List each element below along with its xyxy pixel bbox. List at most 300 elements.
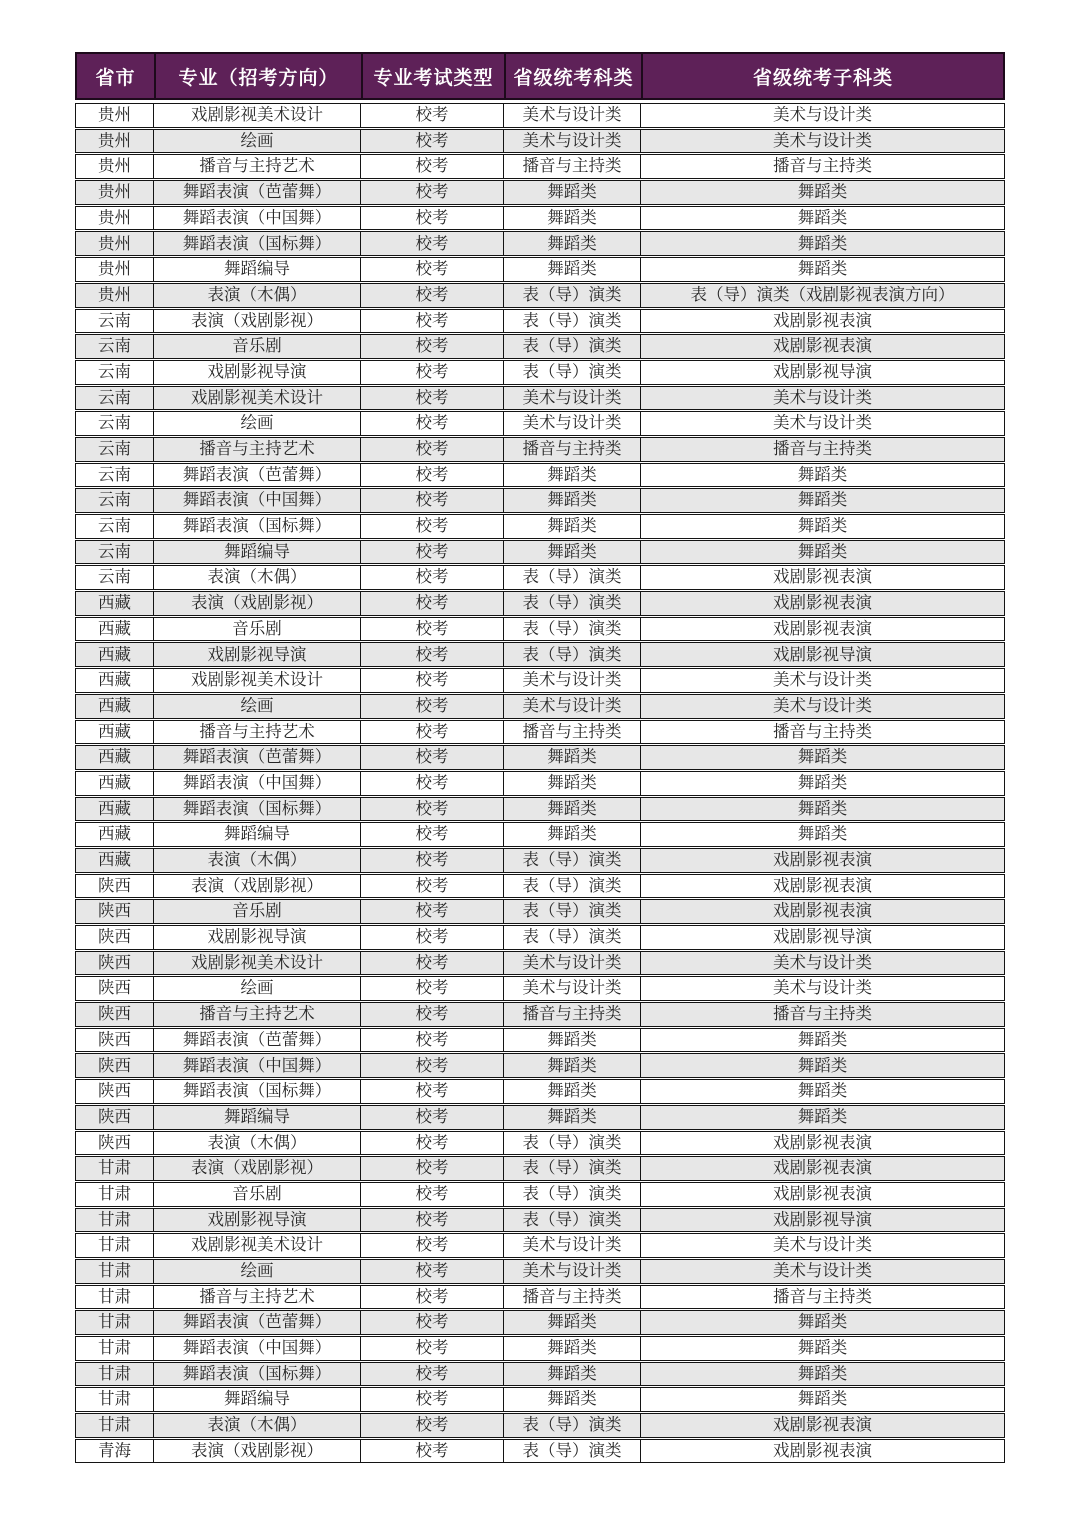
cell-exam-type: 校考 bbox=[360, 566, 503, 589]
cell-provincial-subcategory: 播音与主持类 bbox=[640, 155, 1004, 178]
cell-provincial-category: 表（导）演类 bbox=[503, 849, 640, 872]
cell-provincial-category: 舞蹈类 bbox=[503, 1029, 640, 1052]
cell-province: 甘肃 bbox=[98, 1286, 131, 1306]
cell-provincial-subcategory: 舞蹈类 bbox=[640, 1337, 1004, 1360]
cell-exam-type: 校考 bbox=[360, 1157, 503, 1180]
cell-major: 舞蹈表演（中国舞） bbox=[153, 1054, 360, 1077]
cell-exam-type: 校考 bbox=[360, 1260, 503, 1283]
cell-major: 表演（戏剧影视） bbox=[153, 592, 360, 615]
cell-exam-type: 校考 bbox=[360, 1029, 503, 1052]
cell-provincial-subcategory: 舞蹈类 bbox=[640, 1388, 1004, 1411]
cell-provincial-category: 表（导）演类 bbox=[503, 926, 640, 949]
cell-exam-type: 校考 bbox=[360, 1209, 503, 1232]
exam-category-table bbox=[75, 52, 1005, 1464]
cell-provincial-category: 表（导）演类 bbox=[503, 335, 640, 358]
cell-exam-type: 校考 bbox=[360, 1003, 503, 1026]
cell-exam-type: 校考 bbox=[360, 155, 503, 178]
table-row bbox=[75, 951, 1005, 976]
cell-provincial-category: 舞蹈类 bbox=[503, 1337, 640, 1360]
cell-major: 舞蹈表演（国标舞） bbox=[153, 798, 360, 821]
table-row bbox=[75, 206, 1005, 231]
cell-major: 戏剧影视美术设计 bbox=[153, 952, 360, 975]
cell-exam-type: 校考 bbox=[360, 618, 503, 641]
cell-major: 舞蹈表演（中国舞） bbox=[153, 207, 360, 230]
cell-provincial-category: 表（导）演类 bbox=[503, 900, 640, 923]
cell-provincial-subcategory: 戏剧影视表演 bbox=[640, 1440, 1004, 1463]
cell-major: 表演（戏剧影视） bbox=[153, 875, 360, 898]
cell-provincial-category: 播音与主持类 bbox=[503, 1286, 640, 1309]
table-row bbox=[75, 591, 1005, 616]
cell-major: 舞蹈表演（芭蕾舞） bbox=[153, 746, 360, 769]
cell-province: 西藏 bbox=[98, 670, 131, 690]
table-row bbox=[75, 437, 1005, 462]
table-row bbox=[75, 103, 1005, 128]
cell-provincial-category: 美术与设计类 bbox=[503, 952, 640, 975]
table-row bbox=[75, 1156, 1005, 1181]
cell-provincial-subcategory: 戏剧影视表演 bbox=[640, 1132, 1004, 1155]
cell-provincial-subcategory: 戏剧影视表演 bbox=[640, 1414, 1004, 1437]
cell-exam-type: 校考 bbox=[360, 772, 503, 795]
cell-provincial-category: 舞蹈类 bbox=[503, 1054, 640, 1077]
cell-provincial-category: 舞蹈类 bbox=[503, 1388, 640, 1411]
cell-province: 云南 bbox=[98, 439, 131, 459]
table-row bbox=[75, 771, 1005, 796]
cell-major: 舞蹈编导 bbox=[153, 258, 360, 281]
table-row bbox=[75, 1310, 1005, 1335]
cell-exam-type: 校考 bbox=[360, 1414, 503, 1437]
cell-provincial-subcategory: 舞蹈类 bbox=[640, 515, 1004, 538]
cell-provincial-subcategory: 美术与设计类 bbox=[640, 387, 1004, 410]
cell-province: 甘肃 bbox=[98, 1363, 131, 1383]
cell-provincial-category: 表（导）演类 bbox=[503, 1440, 640, 1463]
cell-major: 绘画 bbox=[153, 695, 360, 718]
cell-province: 甘肃 bbox=[98, 1389, 131, 1409]
cell-major: 表演（木偶） bbox=[153, 849, 360, 872]
cell-provincial-category: 舞蹈类 bbox=[503, 232, 640, 255]
table-row bbox=[75, 180, 1005, 205]
cell-provincial-subcategory: 戏剧影视导演 bbox=[640, 361, 1004, 384]
cell-provincial-category: 表（导）演类 bbox=[503, 592, 640, 615]
cell-province: 西藏 bbox=[98, 747, 131, 767]
cell-provincial-category: 表（导）演类 bbox=[503, 618, 640, 641]
cell-provincial-category: 美术与设计类 bbox=[503, 977, 640, 1000]
cell-exam-type: 校考 bbox=[360, 669, 503, 692]
cell-provincial-subcategory: 美术与设计类 bbox=[640, 952, 1004, 975]
cell-province: 云南 bbox=[98, 490, 131, 510]
cell-provincial-subcategory: 戏剧影视表演 bbox=[640, 875, 1004, 898]
cell-major: 舞蹈表演（芭蕾舞） bbox=[153, 1311, 360, 1334]
cell-provincial-subcategory: 舞蹈类 bbox=[640, 258, 1004, 281]
cell-provincial-category: 表（导）演类 bbox=[503, 310, 640, 333]
table-row bbox=[75, 1002, 1005, 1027]
cell-major: 戏剧影视美术设计 bbox=[153, 1234, 360, 1257]
cell-provincial-category: 表（导）演类 bbox=[503, 1183, 640, 1206]
cell-province: 陕西 bbox=[98, 1004, 131, 1024]
table-row bbox=[75, 668, 1005, 693]
cell-exam-type: 校考 bbox=[360, 515, 503, 538]
table-row bbox=[75, 231, 1005, 256]
cell-exam-type: 校考 bbox=[360, 412, 503, 435]
cell-major: 播音与主持艺术 bbox=[153, 1003, 360, 1026]
table-row bbox=[75, 334, 1005, 359]
table-row bbox=[75, 565, 1005, 590]
cell-provincial-subcategory: 播音与主持类 bbox=[640, 438, 1004, 461]
cell-province: 云南 bbox=[98, 541, 131, 561]
cell-province: 云南 bbox=[98, 387, 131, 407]
table-row bbox=[75, 1233, 1005, 1258]
cell-major: 绘画 bbox=[153, 130, 360, 153]
cell-major: 绘画 bbox=[153, 412, 360, 435]
cell-provincial-category: 表（导）演类 bbox=[503, 875, 640, 898]
cell-provincial-category: 舞蹈类 bbox=[503, 1363, 640, 1386]
cell-provincial-category: 表（导）演类 bbox=[503, 1132, 640, 1155]
cell-provincial-subcategory: 舞蹈类 bbox=[640, 1311, 1004, 1334]
table-row bbox=[75, 1079, 1005, 1104]
cell-province: 贵州 bbox=[98, 233, 131, 253]
table-row bbox=[75, 411, 1005, 436]
table-row bbox=[75, 1285, 1005, 1310]
cell-major: 音乐剧 bbox=[153, 1183, 360, 1206]
cell-provincial-subcategory: 戏剧影视表演 bbox=[640, 1157, 1004, 1180]
cell-provincial-subcategory: 舞蹈类 bbox=[640, 464, 1004, 487]
cell-exam-type: 校考 bbox=[360, 823, 503, 846]
cell-provincial-category: 播音与主持类 bbox=[503, 155, 640, 178]
cell-provincial-category: 表（导）演类 bbox=[503, 1209, 640, 1232]
cell-province: 云南 bbox=[98, 361, 131, 381]
cell-exam-type: 校考 bbox=[360, 232, 503, 255]
cell-exam-type: 校考 bbox=[360, 1080, 503, 1103]
cell-province: 云南 bbox=[98, 516, 131, 536]
cell-province: 贵州 bbox=[98, 130, 131, 150]
cell-provincial-category: 表（导）演类 bbox=[503, 1414, 640, 1437]
cell-provincial-category: 表（导）演类 bbox=[503, 361, 640, 384]
table-row bbox=[75, 1208, 1005, 1233]
cell-major: 戏剧影视导演 bbox=[153, 361, 360, 384]
cell-province: 贵州 bbox=[98, 207, 131, 227]
cell-exam-type: 校考 bbox=[360, 1234, 503, 1257]
cell-provincial-category: 表（导）演类 bbox=[503, 284, 640, 307]
cell-province: 甘肃 bbox=[98, 1261, 131, 1281]
cell-provincial-category: 美术与设计类 bbox=[503, 412, 640, 435]
cell-exam-type: 校考 bbox=[360, 1363, 503, 1386]
cell-provincial-subcategory: 播音与主持类 bbox=[640, 1286, 1004, 1309]
table-row bbox=[75, 283, 1005, 308]
table-row bbox=[75, 1182, 1005, 1207]
cell-exam-type: 校考 bbox=[360, 643, 503, 666]
cell-provincial-subcategory: 舞蹈类 bbox=[640, 541, 1004, 564]
cell-exam-type: 校考 bbox=[360, 926, 503, 949]
cell-provincial-category: 播音与主持类 bbox=[503, 438, 640, 461]
table-row bbox=[75, 1131, 1005, 1156]
cell-major: 音乐剧 bbox=[153, 335, 360, 358]
cell-provincial-subcategory: 戏剧影视表演 bbox=[640, 310, 1004, 333]
cell-provincial-subcategory: 美术与设计类 bbox=[640, 1234, 1004, 1257]
cell-province: 西藏 bbox=[98, 618, 131, 638]
cell-exam-type: 校考 bbox=[360, 284, 503, 307]
cell-provincial-subcategory: 美术与设计类 bbox=[640, 669, 1004, 692]
cell-exam-type: 校考 bbox=[360, 104, 503, 127]
cell-major: 绘画 bbox=[153, 977, 360, 1000]
table-row bbox=[75, 1053, 1005, 1078]
table-row bbox=[75, 309, 1005, 334]
cell-province: 甘肃 bbox=[98, 1183, 131, 1203]
table-row bbox=[75, 1439, 1005, 1464]
cell-major: 音乐剧 bbox=[153, 618, 360, 641]
table-row bbox=[75, 874, 1005, 899]
cell-province: 甘肃 bbox=[98, 1158, 131, 1178]
cell-provincial-category: 美术与设计类 bbox=[503, 695, 640, 718]
table-row bbox=[75, 1362, 1005, 1387]
cell-major: 舞蹈表演（中国舞） bbox=[153, 489, 360, 512]
table-row bbox=[75, 154, 1005, 179]
table-row bbox=[75, 642, 1005, 667]
cell-exam-type: 校考 bbox=[360, 849, 503, 872]
cell-province: 贵州 bbox=[98, 259, 131, 279]
cell-exam-type: 校考 bbox=[360, 1440, 503, 1463]
cell-provincial-subcategory: 播音与主持类 bbox=[640, 1003, 1004, 1026]
cell-major: 表演（木偶） bbox=[153, 284, 360, 307]
cell-exam-type: 校考 bbox=[360, 464, 503, 487]
cell-provincial-subcategory: 戏剧影视表演 bbox=[640, 618, 1004, 641]
cell-exam-type: 校考 bbox=[360, 207, 503, 230]
table-row bbox=[75, 1387, 1005, 1412]
cell-exam-type: 校考 bbox=[360, 387, 503, 410]
cell-provincial-category: 美术与设计类 bbox=[503, 669, 640, 692]
cell-major: 戏剧影视美术设计 bbox=[153, 387, 360, 410]
cell-exam-type: 校考 bbox=[360, 361, 503, 384]
cell-exam-type: 校考 bbox=[360, 695, 503, 718]
cell-provincial-subcategory: 美术与设计类 bbox=[640, 104, 1004, 127]
cell-provincial-subcategory: 舞蹈类 bbox=[640, 1029, 1004, 1052]
cell-provincial-category: 舞蹈类 bbox=[503, 746, 640, 769]
cell-exam-type: 校考 bbox=[360, 438, 503, 461]
cell-major: 播音与主持艺术 bbox=[153, 155, 360, 178]
cell-major: 戏剧影视导演 bbox=[153, 926, 360, 949]
cell-province: 西藏 bbox=[98, 850, 131, 870]
table-header-row bbox=[75, 52, 1005, 100]
cell-province: 甘肃 bbox=[98, 1415, 131, 1435]
cell-major: 戏剧影视导演 bbox=[153, 643, 360, 666]
table-row bbox=[75, 1105, 1005, 1130]
cell-provincial-category: 美术与设计类 bbox=[503, 1260, 640, 1283]
cell-province: 云南 bbox=[98, 310, 131, 330]
cell-province: 西藏 bbox=[98, 644, 131, 664]
cell-major: 舞蹈表演（芭蕾舞） bbox=[153, 1029, 360, 1052]
cell-provincial-subcategory: 美术与设计类 bbox=[640, 695, 1004, 718]
cell-major: 舞蹈编导 bbox=[153, 1388, 360, 1411]
table-row bbox=[75, 129, 1005, 154]
cell-province: 云南 bbox=[98, 464, 131, 484]
cell-exam-type: 校考 bbox=[360, 258, 503, 281]
cell-exam-type: 校考 bbox=[360, 1054, 503, 1077]
cell-provincial-subcategory: 舞蹈类 bbox=[640, 772, 1004, 795]
table-row bbox=[75, 694, 1005, 719]
cell-province: 陕西 bbox=[98, 1081, 131, 1101]
table-row bbox=[75, 360, 1005, 385]
cell-provincial-subcategory: 戏剧影视表演 bbox=[640, 566, 1004, 589]
cell-exam-type: 校考 bbox=[360, 1388, 503, 1411]
cell-major: 舞蹈表演（中国舞） bbox=[153, 1337, 360, 1360]
header-province: 省市 bbox=[95, 66, 136, 89]
table-row bbox=[75, 720, 1005, 745]
cell-exam-type: 校考 bbox=[360, 310, 503, 333]
cell-exam-type: 校考 bbox=[360, 1106, 503, 1129]
table-row bbox=[75, 745, 1005, 770]
cell-major: 播音与主持艺术 bbox=[153, 721, 360, 744]
cell-major: 舞蹈表演（芭蕾舞） bbox=[153, 464, 360, 487]
cell-provincial-category: 播音与主持类 bbox=[503, 721, 640, 744]
cell-provincial-category: 舞蹈类 bbox=[503, 1311, 640, 1334]
header-exam-type: 专业考试类型 bbox=[361, 54, 504, 98]
cell-major: 舞蹈表演（国标舞） bbox=[153, 1363, 360, 1386]
cell-provincial-category: 舞蹈类 bbox=[503, 258, 640, 281]
cell-provincial-category: 舞蹈类 bbox=[503, 1106, 640, 1129]
cell-provincial-category: 舞蹈类 bbox=[503, 798, 640, 821]
table-row bbox=[75, 848, 1005, 873]
cell-provincial-subcategory: 舞蹈类 bbox=[640, 181, 1004, 204]
cell-exam-type: 校考 bbox=[360, 541, 503, 564]
cell-exam-type: 校考 bbox=[360, 875, 503, 898]
table-row bbox=[75, 488, 1005, 513]
cell-provincial-category: 舞蹈类 bbox=[503, 1080, 640, 1103]
cell-exam-type: 校考 bbox=[360, 181, 503, 204]
cell-province: 陕西 bbox=[98, 1132, 131, 1152]
cell-provincial-category: 舞蹈类 bbox=[503, 541, 640, 564]
cell-provincial-category: 美术与设计类 bbox=[503, 130, 640, 153]
cell-provincial-category: 表（导）演类 bbox=[503, 1157, 640, 1180]
cell-province: 贵州 bbox=[98, 105, 131, 125]
cell-provincial-subcategory: 舞蹈类 bbox=[640, 798, 1004, 821]
cell-exam-type: 校考 bbox=[360, 746, 503, 769]
cell-provincial-subcategory: 舞蹈类 bbox=[640, 1106, 1004, 1129]
cell-provincial-subcategory: 戏剧影视表演 bbox=[640, 335, 1004, 358]
cell-province: 贵州 bbox=[98, 284, 131, 304]
cell-provincial-category: 美术与设计类 bbox=[503, 104, 640, 127]
cell-major: 播音与主持艺术 bbox=[153, 1286, 360, 1309]
cell-provincial-subcategory: 美术与设计类 bbox=[640, 977, 1004, 1000]
cell-provincial-subcategory: 美术与设计类 bbox=[640, 1260, 1004, 1283]
cell-province: 西藏 bbox=[98, 695, 131, 715]
cell-major: 戏剧影视美术设计 bbox=[153, 104, 360, 127]
cell-exam-type: 校考 bbox=[360, 721, 503, 744]
cell-provincial-subcategory: 舞蹈类 bbox=[640, 1080, 1004, 1103]
cell-provincial-category: 舞蹈类 bbox=[503, 515, 640, 538]
cell-provincial-category: 舞蹈类 bbox=[503, 772, 640, 795]
cell-provincial-subcategory: 舞蹈类 bbox=[640, 823, 1004, 846]
cell-province: 西藏 bbox=[98, 721, 131, 741]
table-row bbox=[75, 797, 1005, 822]
cell-province: 陕西 bbox=[98, 1029, 131, 1049]
cell-province: 西藏 bbox=[98, 772, 131, 792]
cell-exam-type: 校考 bbox=[360, 1132, 503, 1155]
cell-exam-type: 校考 bbox=[360, 798, 503, 821]
cell-exam-type: 校考 bbox=[360, 1311, 503, 1334]
cell-province: 陕西 bbox=[98, 978, 131, 998]
cell-major: 舞蹈表演（国标舞） bbox=[153, 515, 360, 538]
cell-provincial-subcategory: 美术与设计类 bbox=[640, 412, 1004, 435]
header-provincial-subcategory: 省级统考子科类 bbox=[641, 54, 1003, 98]
cell-provincial-subcategory: 表（导）演类（戏剧影视表演方向） bbox=[640, 284, 1004, 307]
table-row bbox=[75, 257, 1005, 282]
table-row bbox=[75, 899, 1005, 924]
cell-exam-type: 校考 bbox=[360, 489, 503, 512]
cell-provincial-subcategory: 戏剧影视表演 bbox=[640, 849, 1004, 872]
cell-provincial-subcategory: 舞蹈类 bbox=[640, 232, 1004, 255]
cell-major: 表演（戏剧影视） bbox=[153, 1157, 360, 1180]
table-row bbox=[75, 617, 1005, 642]
cell-major: 舞蹈编导 bbox=[153, 541, 360, 564]
cell-exam-type: 校考 bbox=[360, 592, 503, 615]
cell-major: 舞蹈表演（国标舞） bbox=[153, 232, 360, 255]
cell-provincial-subcategory: 舞蹈类 bbox=[640, 1054, 1004, 1077]
cell-provincial-subcategory: 戏剧影视表演 bbox=[640, 592, 1004, 615]
cell-exam-type: 校考 bbox=[360, 1183, 503, 1206]
cell-province: 陕西 bbox=[98, 927, 131, 947]
cell-province: 甘肃 bbox=[98, 1338, 131, 1358]
table-row bbox=[75, 463, 1005, 488]
table-row bbox=[75, 514, 1005, 539]
cell-major: 舞蹈表演（中国舞） bbox=[153, 772, 360, 795]
table-row bbox=[75, 976, 1005, 1001]
cell-major: 音乐剧 bbox=[153, 900, 360, 923]
cell-province: 甘肃 bbox=[98, 1312, 131, 1332]
cell-major: 播音与主持艺术 bbox=[153, 438, 360, 461]
cell-provincial-subcategory: 舞蹈类 bbox=[640, 746, 1004, 769]
cell-exam-type: 校考 bbox=[360, 1286, 503, 1309]
cell-province: 陕西 bbox=[98, 875, 131, 895]
header-provincial-category: 省级统考科类 bbox=[504, 54, 641, 98]
cell-provincial-category: 舞蹈类 bbox=[503, 207, 640, 230]
cell-provincial-category: 舞蹈类 bbox=[503, 823, 640, 846]
cell-major: 舞蹈编导 bbox=[153, 1106, 360, 1129]
cell-provincial-subcategory: 戏剧影视表演 bbox=[640, 1183, 1004, 1206]
cell-provincial-category: 表（导）演类 bbox=[503, 566, 640, 589]
table-row bbox=[75, 822, 1005, 847]
cell-major: 戏剧影视美术设计 bbox=[153, 669, 360, 692]
cell-province: 陕西 bbox=[98, 952, 131, 972]
cell-province: 陕西 bbox=[98, 901, 131, 921]
cell-provincial-category: 舞蹈类 bbox=[503, 489, 640, 512]
table-row bbox=[75, 1336, 1005, 1361]
cell-exam-type: 校考 bbox=[360, 900, 503, 923]
table-row bbox=[75, 386, 1005, 411]
cell-province: 西藏 bbox=[98, 593, 131, 613]
cell-major: 表演（木偶） bbox=[153, 1414, 360, 1437]
cell-province: 西藏 bbox=[98, 824, 131, 844]
cell-provincial-subcategory: 播音与主持类 bbox=[640, 721, 1004, 744]
cell-province: 贵州 bbox=[98, 156, 131, 176]
cell-province: 甘肃 bbox=[98, 1235, 131, 1255]
table-body bbox=[75, 103, 1005, 1463]
cell-province: 青海 bbox=[98, 1440, 131, 1460]
cell-major: 舞蹈表演（国标舞） bbox=[153, 1080, 360, 1103]
cell-provincial-category: 舞蹈类 bbox=[503, 181, 640, 204]
cell-exam-type: 校考 bbox=[360, 1337, 503, 1360]
table-row bbox=[75, 1028, 1005, 1053]
cell-province: 西藏 bbox=[98, 798, 131, 818]
cell-provincial-subcategory: 戏剧影视导演 bbox=[640, 643, 1004, 666]
cell-province: 贵州 bbox=[98, 182, 131, 202]
cell-major: 戏剧影视导演 bbox=[153, 1209, 360, 1232]
table-row bbox=[75, 540, 1005, 565]
cell-major: 表演（木偶） bbox=[153, 566, 360, 589]
cell-major: 表演（戏剧影视） bbox=[153, 310, 360, 333]
cell-provincial-category: 表（导）演类 bbox=[503, 643, 640, 666]
cell-provincial-subcategory: 戏剧影视导演 bbox=[640, 1209, 1004, 1232]
cell-provincial-subcategory: 戏剧影视导演 bbox=[640, 926, 1004, 949]
cell-province: 陕西 bbox=[98, 1106, 131, 1126]
cell-exam-type: 校考 bbox=[360, 335, 503, 358]
